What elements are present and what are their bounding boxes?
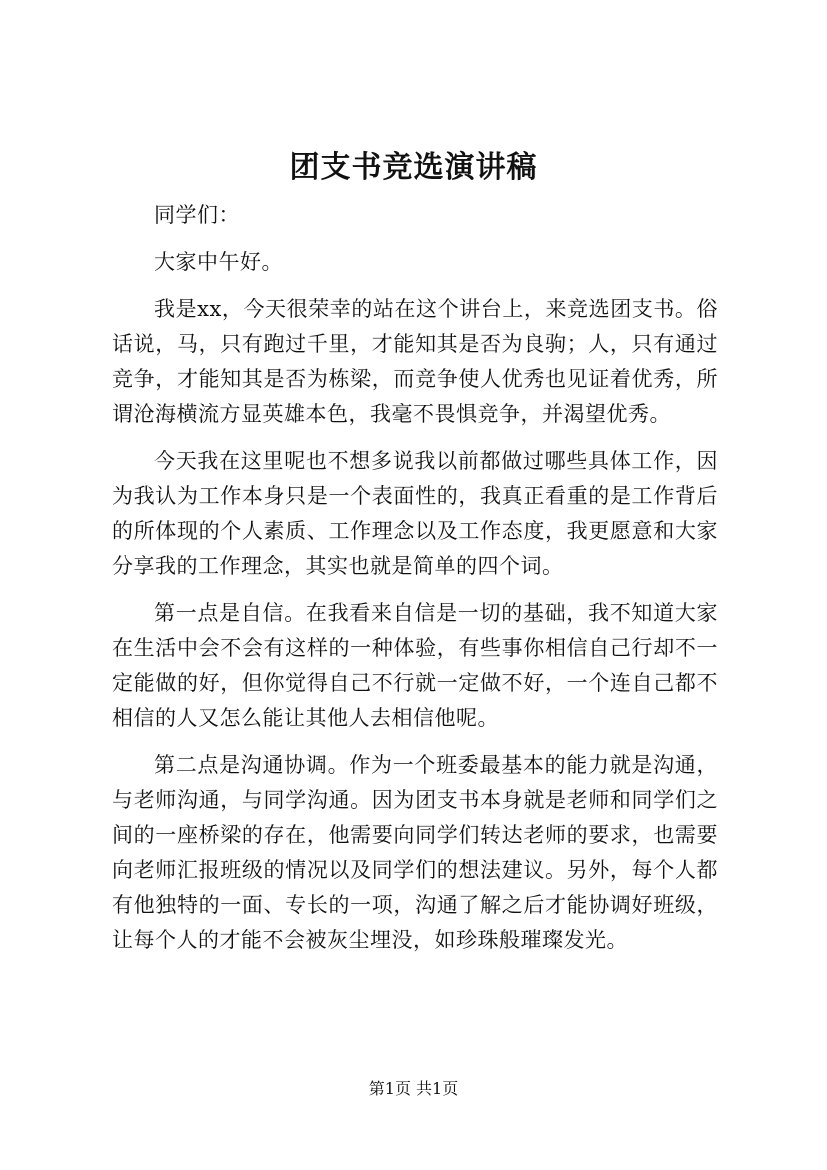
confidence-paragraph: 第一点是自信。在我看来自信是一切的基础，我不知道大家在生活中会不会有这样的一种体验，有些事你相信自己行却不一定能做的好，但你觉得自己不行就一定做不好，一个连自己都不相信的人又怎么能让其他人去相信他呢。 [112, 601, 718, 730]
work-philosophy-paragraph: 今天我在这里呢也不想多说我以前都做过哪些具体工作，因为我认为工作本身只是一个表面性的，我真正看重的是工作背后的所体现的个人素质、工作理念以及工作态度，我更愿意和大家分享我的工作理念，其实也就是简单的四个词。 [112, 449, 718, 578]
greeting-paragraph: 大家中午好。 [154, 250, 283, 274]
page-footer: 第1页 共1页 [368, 1079, 459, 1098]
salutation: 同学们： [154, 203, 240, 227]
document-body [112, 198, 718, 958]
communication-paragraph: 第二点是沟通协调。作为一个班委最基本的能力就是沟通，与老师沟通，与同学沟通。因为团支书本身就是老师和同学们之间的一座桥梁的存在，他需要向同学们转达老师的要求，也需要向老师汇报班级的情况以及同学们的想法建议。另外，每个人都有他独特的一面、专长的一项，沟通了解之后才能协调好班级，让每个人的才能不会被灰尘埋没，如珍珠般璀璨发光。 [112, 753, 718, 952]
document-title: 团支书竞选演讲稿 [289, 150, 538, 185]
intro-paragraph: 我是xx，今天很荣幸的站在这个讲台上，来竞选团支书。俗话说，马，只有跑过千里，才能知其是否为良驹；人，只有通过竞争，才能知其是否为栋梁，而竞争使人优秀也见证着优秀，所谓沧海横流方显英雄本色，我毫不畏惧竞争，并渴望优秀。 [112, 297, 718, 426]
